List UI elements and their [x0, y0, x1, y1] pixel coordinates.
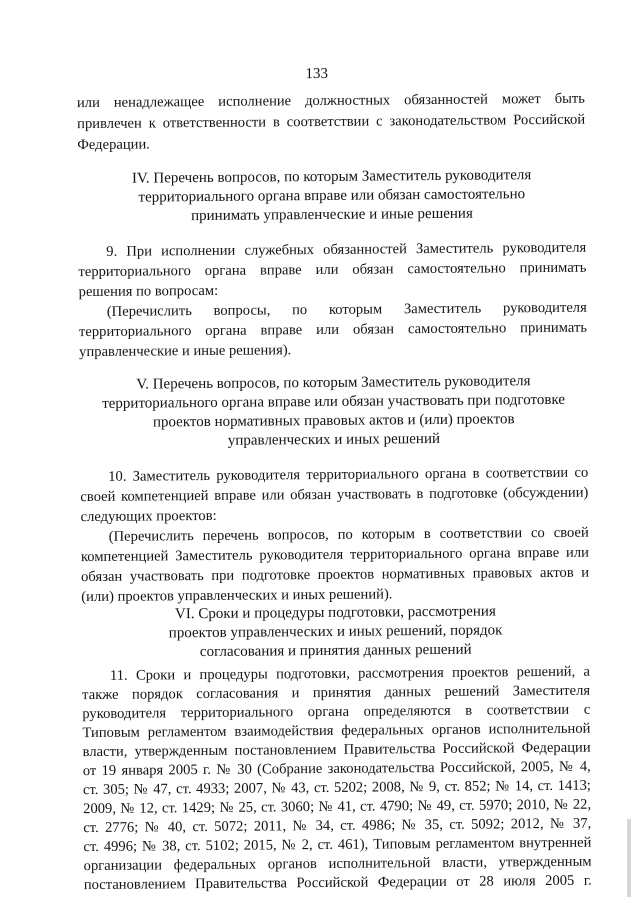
section-heading-line: VI. Сроки и процедуры подготовки, рассмотрения: [174, 603, 496, 623]
paragraph-line: своей компетенцией вправе или обязан участвовать в подготовке (обсуждении): [80, 484, 589, 506]
paragraph-line: Федерации.: [77, 136, 150, 154]
section-heading-line: территориального органа вправе или обязан самостоятельно: [138, 186, 526, 206]
section-heading-line: управленческих и иных решений: [227, 430, 441, 449]
paragraph-line: (Перечислить перечень вопросов, по которым в соответствии со своей: [108, 524, 589, 545]
paragraph-line: постановлением Правительства Российской Федерации от 28 июля 2005 г.: [83, 872, 592, 894]
paragraph-line: организации федеральных органов исполнительной власти, утвержденным: [83, 853, 592, 875]
paragraph-line: Типовым регламентом взаимодействия федеральных органов исполнительной: [82, 720, 591, 742]
paragraph-line: территориального органа вправе или обязан самостоятельно принимать: [78, 259, 587, 281]
paragraph-line: компетенцией Заместитель руководителя территориального органа вправе или: [80, 544, 589, 566]
paragraph-line: обязан участвовать при подготовке проектов нормативных правовых актов и: [81, 564, 590, 586]
section-heading-line: V. Перечень вопросов, по которым Заместитель руководителя: [136, 373, 531, 393]
section-heading-line: проектов управленческих и иных решений, порядок: [168, 622, 503, 642]
paragraph-line: ст. 4996; № 38, ст. 5102; 2015, № 2, ст. 461), Типовым регламентом внутренней: [83, 834, 592, 856]
paragraph-line: (или) проектов управленческих и иных решений).: [81, 586, 393, 606]
section-heading-line: территориального органа вправе или обязан участвовать при подготовке: [102, 391, 566, 412]
paragraph-line: или ненадлежащее исполнение должностных обязанностей может быть: [76, 90, 586, 112]
paragraph-line: территориального органа вправе или обязан самостоятельно принимать: [78, 319, 588, 341]
paragraph-line: следующих проектов:: [80, 507, 217, 526]
page-number: 133: [305, 65, 329, 83]
paragraph-line: власти, утвержденным постановлением Правительства Российской Федерации: [82, 739, 591, 761]
scan-edge-mark: [627, 819, 631, 897]
section-heading-line: проектов нормативных правовых актов и (или) проектов: [152, 411, 515, 431]
paragraph-line: решения по вопросам:: [78, 282, 219, 301]
paragraph-line: ст. 2776; № 40, ст. 5072; 2011, № 34, ст. 4986; № 35, ст. 5092; 2012, № 37,: [83, 815, 592, 837]
paragraph-line: управленческие и иные решения).: [79, 342, 292, 361]
paragraph-line: 10. Заместитель руководителя территориального органа в соответствии со: [108, 464, 589, 485]
paragraph-line: руководителя территориального органа определяются в соответствии с: [82, 701, 591, 723]
paragraph-line: (Перечислить вопросы, по которым Заместитель руководителя: [106, 299, 587, 320]
section-heading-line: принимать управленческие и иные решения: [191, 205, 473, 225]
paragraph-line: привлечен к ответственности в соответствии с законодательством Российской: [77, 111, 586, 133]
section-heading-line: согласования и принятия данных решений: [199, 641, 472, 661]
paragraph-line: ст. 305; № 47, ст. 4933; 2007, № 43, ст. 5202; 2008, № 9, ст. 852; № 14, ст. 1413;: [82, 777, 592, 799]
paragraph-line: 2009, № 12, ст. 1429; № 25, ст. 3060; № 41, ст. 4790; № 49, ст. 5970; 2010, № 22,: [83, 796, 592, 818]
paragraph-line: 9. При исполнении служебных обязанностей Заместитель руководителя: [106, 239, 587, 260]
paragraph-line: 11. Сроки и процедуры подготовки, рассмотрения проектов решений, а: [109, 663, 591, 684]
paragraph-line: от 19 января 2005 г. № 30 (Собрание законодательства Российской, 2005, № 4,: [82, 758, 591, 780]
paragraph-line: также порядок согласования и принятия данных решений Заместителя: [82, 682, 591, 704]
section-heading-line: IV. Перечень вопросов, по которым Заместитель руководителя: [131, 167, 532, 187]
